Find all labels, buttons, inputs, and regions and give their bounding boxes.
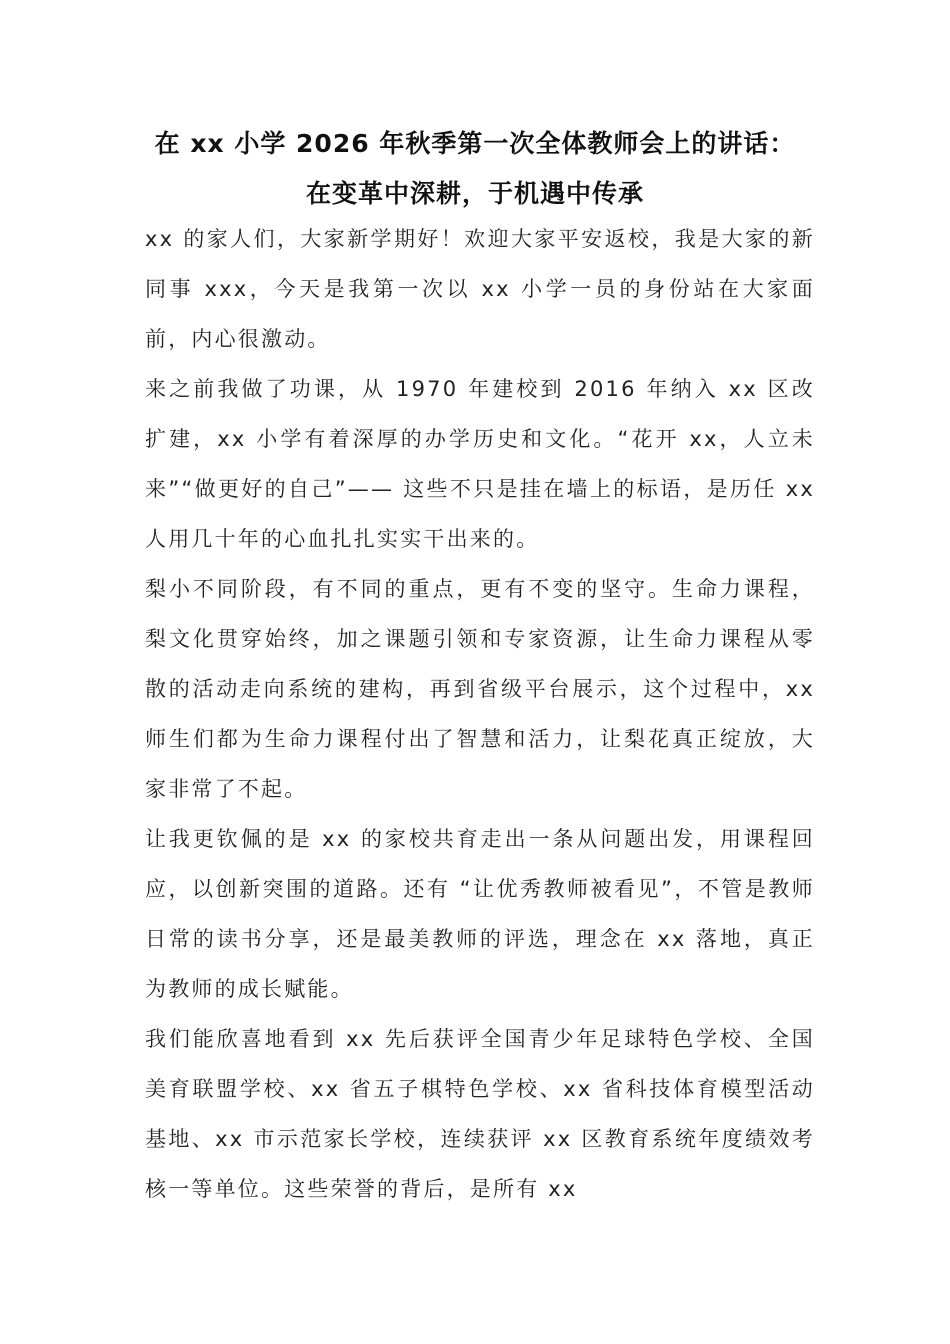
document-title-line-1: 在 xx 小学 2026 年秋季第一次全体教师会上的讲话： (154, 129, 796, 158)
paragraph-home-school: 让我更钦佩的是 xx 的家校共育走出一条从问题出发，用课程回应，以创新突围的道路。还有 “让优秀教师被看见”，不管是教师日常的读书分享，还是最美教师的评选，理念在 xx 落地，真正为教师的成长赋能。 (145, 827, 815, 1001)
paragraph-greeting: xx 的家人们，大家新学期好！欢迎大家平安返校，我是大家的新同事 xxx，今天是我第一次以 xx 小学一员的身份站在大家面前，内心很激动。 (145, 227, 815, 351)
document-title-line-2: 在变革中深耕，于机遇中传承 (305, 179, 644, 208)
paragraph-school-history: 来之前我做了功课，从 1970 年建校到 2016 年纳入 xx 区改扩建，xx 小学有着深厚的办学历史和文化。“花开 xx，人立未来”“做更好的自己”—— 这些不只是挂在墙上的标语，是历任 xx 人用几十年的心血扎扎实实干出来的。 (145, 377, 815, 551)
paragraph-curriculum: 梨小不同阶段，有不同的重点，更有不变的坚守。生命力课程，梨文化贯穿始终，加之课题引领和专家资源，让生命力课程从零散的活动走向系统的建构，再到省级平台展示，这个过程中，xx 师生们都为生命力课程付出了智慧和活力，让梨花真正绽放，大家非常了不起。 (145, 577, 815, 801)
paragraph-honors: 我们能欣喜地看到 xx 先后获评全国青少年足球特色学校、全国美育联盟学校、xx 省五子棋特色学校、xx 省科技体育模型活动基地、xx 市示范家长学校，连续获评 xx 区教育系统年度绩效考核一等单位。这些荣誉的背后，是所有 xx (145, 1027, 815, 1201)
document-body (145, 214, 815, 1214)
